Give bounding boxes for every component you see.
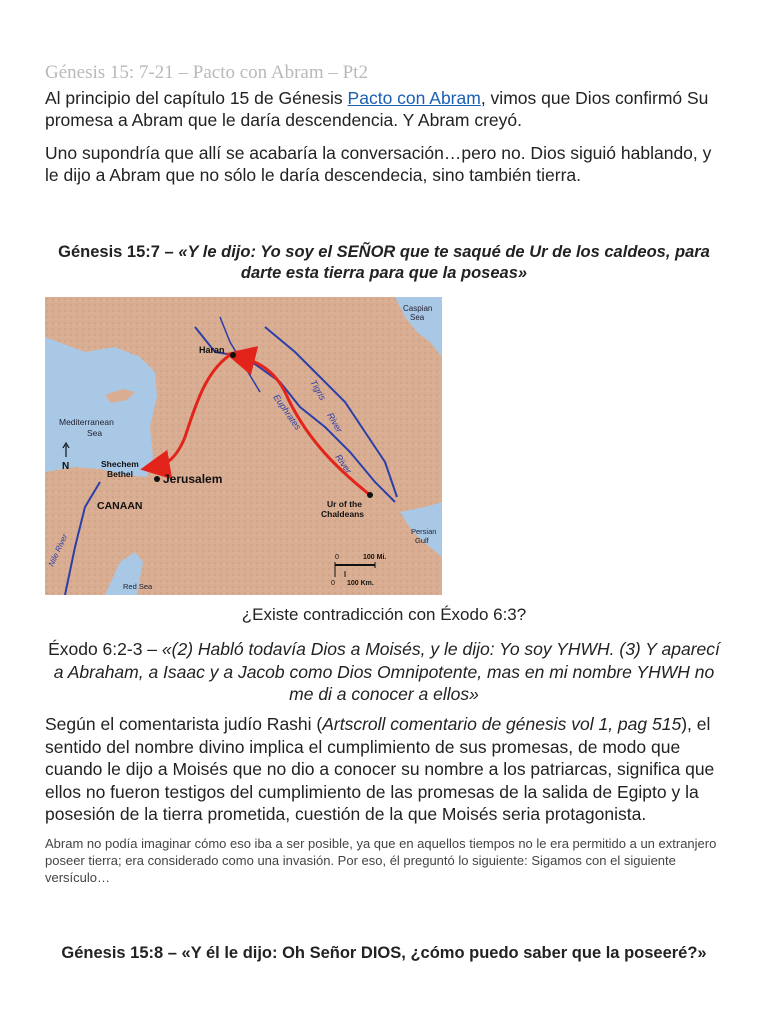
- jerusalem-label: Jerusalem: [163, 472, 223, 486]
- nile-label: Nile River: [46, 532, 70, 568]
- red-sea-label: Red Sea: [123, 582, 153, 591]
- scale-miles-label: 100 Mi.: [363, 554, 387, 561]
- tigris-label: Tigris: [308, 378, 328, 402]
- verse-reference: Génesis 15:7 –: [58, 243, 179, 261]
- verse-quote: «Y le dijo: Yo soy el SEÑOR que te saqué de Ur de los caldeos, para darte esta tierra para que la poseas»: [178, 243, 710, 282]
- haran-city-dot: [230, 352, 236, 358]
- persian-label: Persian: [411, 527, 437, 536]
- scale-km-label: 100 Km.: [347, 580, 374, 587]
- intro-text-start: Al principio del capítulo 15 de Génesis: [45, 88, 348, 108]
- rashi-text-start: Según el comentarista judío Rashi (: [45, 714, 323, 734]
- tigris-river-label: River: [325, 411, 345, 435]
- mediterranean-label: Mediterranean: [59, 417, 114, 427]
- haran-label: Haran: [199, 345, 225, 355]
- verse-genesis-15-8: Génesis 15:8 – «Y él le dijo: Oh Señor DIOS, ¿cómo puedo saber que la poseeré?»: [61, 944, 707, 962]
- rashi-citation: Artscroll comentario de génesis vol 1, pag 515: [322, 714, 682, 734]
- caspian-label: Caspian: [403, 304, 433, 313]
- scale-zero-bottom: 0: [331, 580, 335, 587]
- pacto-con-abram-link[interactable]: Pacto con Abram: [347, 88, 481, 108]
- euphrates-river-label: River: [333, 452, 354, 476]
- bethel-label: Bethel: [107, 469, 133, 479]
- exodo-reference: Éxodo 6:2-3 –: [48, 639, 162, 659]
- verse-genesis-15-7: [45, 242, 723, 284]
- exodo-quote: «(2) Habló todavía Dios a Moisés, y le dijo: Yo soy YHWH. (3) Y aparecí a Abraham, a Isaac y a Jacob como Dios Omnipotente, mas en mi nombre YHWH no me di a conocer a ellos»: [53, 639, 720, 704]
- page-title: Génesis 15: 7-21 – Pacto con Abram – Pt2: [45, 62, 368, 83]
- second-paragraph: Uno supondría que allí se acabaría la conversación…pero no. Dios siguió hablando, y le dijo a Abram que no sólo le daría descendecia, sino también tierra.: [45, 143, 712, 185]
- ur-city-dot: [367, 492, 373, 498]
- rashi-text-end: ), el sentido del nombre divino implica el cumplimiento de sus promesas, de modo que cuando le dijo a Moisés que no dio a conocer su nombre a los patriarcas, significa que ellos no fueron testigos del cumplimiento de las promesas de la salida de Egipto y la posesión de la tierra prometida, cuestión de la que Moisés seria protagonista.: [45, 714, 715, 824]
- scale-zero-top: 0: [335, 554, 339, 561]
- mediterranean-sea-label: Sea: [87, 428, 103, 438]
- mediterranean-sea: [45, 337, 157, 477]
- intro-text-end: , vimos que Dios confirmó Su promesa a Abram que le daría descendencia. Y Abram creyó.: [45, 88, 709, 130]
- route-map-image: [45, 297, 442, 595]
- shechem-label: Shechem: [101, 459, 139, 469]
- canaan-label: CANAAN: [97, 500, 143, 512]
- euphrates-label: Euphrates: [271, 392, 304, 432]
- gulf-label: Gulf: [415, 536, 429, 545]
- rashi-paragraph: [45, 713, 725, 826]
- ur-label-line1: Ur of the: [327, 499, 362, 509]
- jerusalem-city-dot: [154, 476, 160, 482]
- caspian-sea-label: Sea: [410, 313, 425, 322]
- north-label: N: [62, 461, 70, 472]
- ur-label-line2: Chaldeans: [321, 509, 364, 519]
- verse-exodo-6-2-3: [45, 638, 723, 706]
- intro-paragraph: [45, 87, 725, 131]
- contradiction-question: ¿Existe contradicción con Éxodo 6:3?: [241, 605, 527, 624]
- small-paragraph: Abram no podía imaginar cómo eso iba a ser posible, ya que en aquellos tiempos no le era permitido a un extranjero poseer tierra; era considerado como una invasión. Por eso, él preguntó lo siguiente: Sigamos con el siguiente versículo…: [45, 836, 717, 885]
